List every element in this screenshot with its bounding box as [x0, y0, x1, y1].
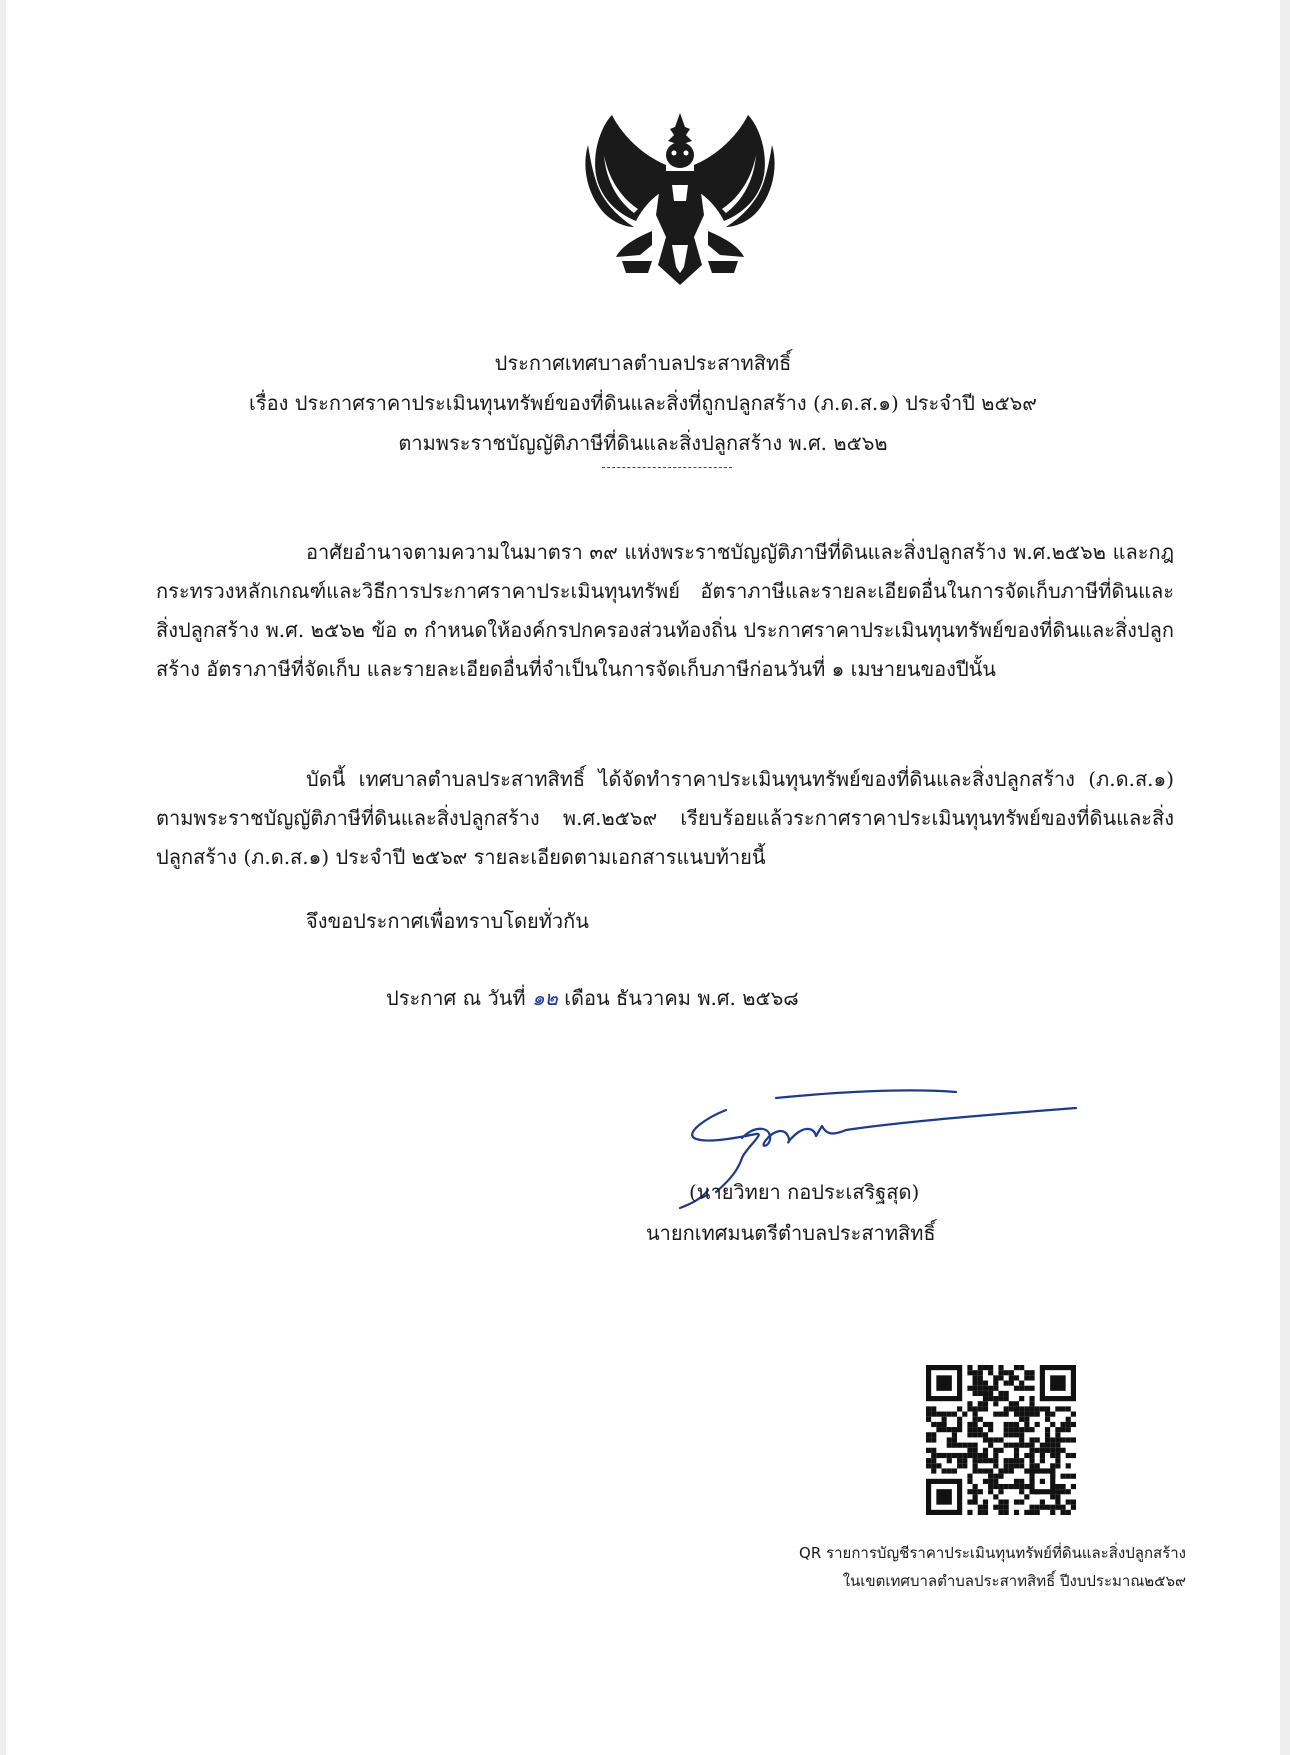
date-suffix: เดือน ธันวาคม พ.ศ. ๒๕๖๘ — [564, 986, 799, 1010]
announcement-org-line: ประกาศเทศบาลตำบลประสาทสิทธิ์ — [494, 351, 792, 375]
paragraph-announcement — [156, 760, 1174, 877]
closing-line: จึงขอประกาศเพื่อทราบโดยทั่วกัน — [306, 909, 589, 933]
document-page — [6, 0, 1280, 1755]
qr-code[interactable] — [926, 1365, 1076, 1515]
signatory-position: นายกเทศมนตรีตำบลประสาทสิทธิ์ — [646, 1221, 936, 1245]
date-day: ๑๒ — [531, 986, 558, 1010]
signatory-name: (นายวิทยา กอประเสริฐสุด) — [689, 1180, 920, 1204]
paragraph-authority — [156, 533, 1174, 689]
header-separator — [602, 467, 732, 468]
qr-caption-line1: QR รายการบัญชีราคาประเมินทุนทรัพย์ที่ดินและสิ่งปลูกสร้าง — [799, 1544, 1186, 1562]
date-prefix: ประกาศ ณ วันที่ — [386, 986, 526, 1010]
announcement-subject-line: เรื่อง ประกาศราคาประเมินทุนทรัพย์ของที่ดินและสิ่งที่ถูกปลูกสร้าง (ภ.ด.ส.๑) ประจำปี ๒๕๖๙ — [249, 391, 1037, 415]
paragraph-authority-text: อาศัยอำนาจตามความในมาตรา ๓๙ แห่งพระราชบัญญัติภาษีที่ดินและสิ่งปลูกสร้าง พ.ศ.๒๕๖๒ และกฎกระทรวงหลักเกณฑ์และวิธีการประกาศราคาประเมินทุนทรัพย์ อัตราภาษีและรายละเอียดอื่นในการจัดเก็บภาษีที่ดินและสิ่งปลูกสร้าง พ.ศ. ๒๕๖๒ ข้อ ๓ กำหนดให้องค์กรปกครองส่วนท้องถิ่น ประกาศราคาประเมินทุนทรัพย์ของที่ดินและสิ่งปลูกสร้าง อัตราภาษีที่จัดเก็บ และรายละเอียดอื่นที่จำเป็นในการจัดเก็บภาษีก่อนวันที่ ๑ เมษายนของปีนั้น — [156, 540, 1174, 681]
announcement-act-line: ตามพระราชบัญญัติภาษีที่ดินและสิ่งปลูกสร้าง พ.ศ. ๒๕๖๒ — [398, 431, 888, 455]
qr-caption-line2: ในเขตเทศบาลตำบลประสาทสิทธิ์ ปีงบประมาณ๒๕๖๙ — [842, 1572, 1186, 1590]
garuda-emblem — [582, 105, 778, 290]
date-line — [386, 983, 799, 1013]
paragraph-announcement-text: บัดนี้ เทศบาลตำบลประสาทสิทธิ์ ได้จัดทำราคาประเมินทุนทรัพย์ของที่ดินและสิ่งปลูกสร้าง (ภ.ด.ส.๑) ตามพระราชบัญญัติภาษีที่ดินและสิ่งปลูกสร้าง พ.ศ.๒๕๖๙ เรียบร้อยแล้วระกาศราคาประเมินทุนทรัพย์ของที่ดินและสิ่งปลูกสร้าง (ภ.ด.ส.๑) ประจำปี ๒๕๖๙ รายละเอียดตามเอกสารแนบท้ายนี้ — [156, 767, 1174, 869]
